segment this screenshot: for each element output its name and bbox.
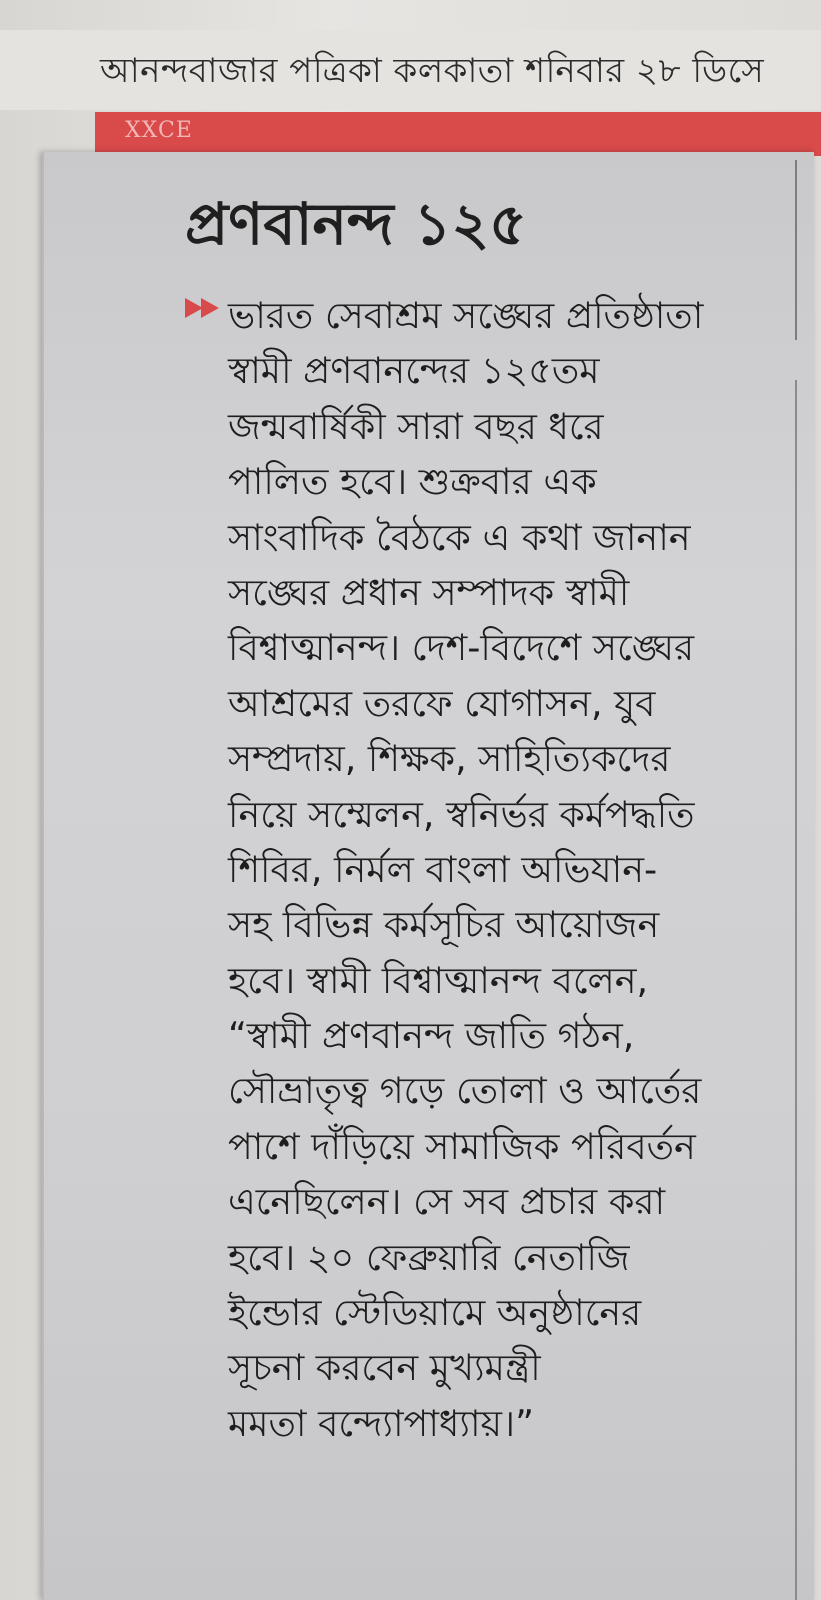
article-line: সঙ্ঘের প্রধান সম্পাদক স্বামী xyxy=(228,570,630,614)
article-line: হবে। ২০ ফেব্রুয়ারি নেতাজি xyxy=(228,1235,630,1279)
column-rule-top xyxy=(795,160,797,340)
article-line: নিয়ে সম্মেলন, স্বনির্ভর কর্মপদ্ধতি xyxy=(228,792,695,836)
article-line: পালিত হবে। শুক্রবার এক xyxy=(228,460,597,504)
article-body xyxy=(228,288,788,1451)
article-headline: প্রণবানন্দ ১২৫ xyxy=(185,190,527,258)
article-line: সাংবাদিক বৈঠকে এ কথা জানান xyxy=(228,515,691,559)
article-line: সৌভ্রাতৃত্ব গড়ে তোলা ও আর্তের xyxy=(228,1069,702,1113)
masthead-text: আনন্দবাজার পত্রিকা কলকাতা শনিবার ২৮ ডিসে xyxy=(100,51,765,91)
article-line: এনেছিলেন। সে সব প্রচার করা xyxy=(228,1180,666,1224)
article-line: সহ বিভিন্ন কর্মসূচির আয়োজন xyxy=(228,903,660,947)
column-rule xyxy=(795,380,797,1600)
article-line: ভারত সেবাশ্রম সঙ্ঘের প্রতিষ্ঠাতা xyxy=(228,294,704,337)
article-line: জন্মবার্ষিকী সারা বছর ধরে xyxy=(228,404,604,448)
section-band xyxy=(95,112,821,156)
article-line: মমতা বন্দ্যোপাধ্যায়।” xyxy=(228,1401,534,1445)
article-line: শিবির, নির্মল বাংলা অভিযান- xyxy=(228,847,658,891)
article-line: “স্বামী প্রণবানন্দ জাতি গঠন, xyxy=(228,1014,635,1058)
article-line: স্বামী প্রণবানন্দের ১২৫তম xyxy=(228,349,600,393)
article-line: সম্প্রদায়, শিক্ষক, সাহিত্যিকদের xyxy=(228,737,671,781)
article-line: ইন্ডোর স্টেডিয়ামে অনুষ্ঠানের xyxy=(228,1291,642,1335)
article-line: আশ্রমের তরফে যোগাসন, যুব xyxy=(228,681,656,725)
article-line: বিশ্বাত্মানন্দ। দেশ-বিদেশে সঙ্ঘের xyxy=(228,626,695,670)
article-line: পাশে দাঁড়িয়ে সামাজিক পরিবর্তন xyxy=(228,1124,696,1168)
article-line: সূচনা করবেন মুখ্যমন্ত্রী xyxy=(228,1346,541,1390)
double-triangle-arrow-icon xyxy=(185,296,225,324)
section-code: XXCE xyxy=(125,118,193,143)
article-line: হবে। স্বামী বিশ্বাত্মানন্দ বলেন, xyxy=(228,958,649,1002)
